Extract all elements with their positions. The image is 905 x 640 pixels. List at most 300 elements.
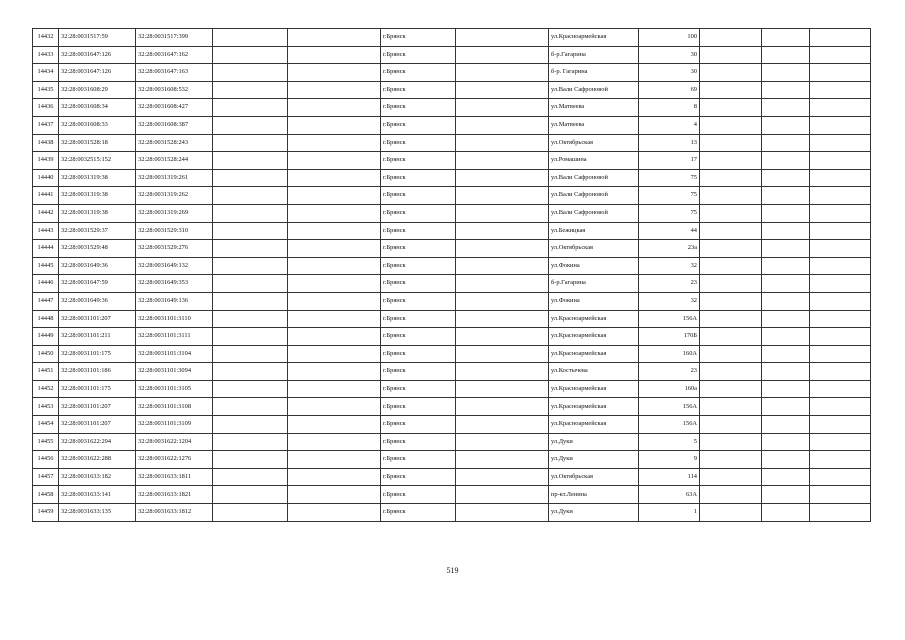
col-7-cell: [456, 468, 549, 486]
col-7-cell: [456, 398, 549, 416]
col-12-cell: [810, 275, 871, 293]
street-cell: б-р.Гагарина: [549, 46, 639, 64]
col-7-cell: [456, 380, 549, 398]
house-number-cell: 75: [639, 187, 700, 205]
col-12-cell: [810, 64, 871, 82]
city-cell: г.Брянск: [381, 169, 456, 187]
col-11-cell: [762, 187, 810, 205]
col-4-cell: [213, 504, 288, 522]
col-11-cell: [762, 152, 810, 170]
house-number-cell: 23а: [639, 240, 700, 258]
col-5-cell: [288, 398, 381, 416]
col-10-cell: [700, 46, 762, 64]
register-table-body: [33, 29, 871, 522]
table-row: [33, 398, 871, 416]
col-7-cell: [456, 81, 549, 99]
parcel-cadastral-number-cell: 32:28:0031319:38: [59, 169, 136, 187]
parcel-cadastral-number-cell: 32:28:0031608:34: [59, 99, 136, 117]
object-cadastral-number-cell: 32:28:0031608:427: [136, 99, 213, 117]
table-row: [33, 204, 871, 222]
col-11-cell: [762, 398, 810, 416]
col-7-cell: [456, 204, 549, 222]
city-cell: г.Брянск: [381, 451, 456, 469]
col-4-cell: [213, 398, 288, 416]
col-5-cell: [288, 468, 381, 486]
col-5-cell: [288, 240, 381, 258]
col-10-cell: [700, 169, 762, 187]
col-5-cell: [288, 310, 381, 328]
street-cell: б-р. Гагарина: [549, 64, 639, 82]
city-cell: г.Брянск: [381, 486, 456, 504]
house-number-cell: 44: [639, 222, 700, 240]
col-12-cell: [810, 240, 871, 258]
col-4-cell: [213, 257, 288, 275]
object-cadastral-number-cell: 32:28:0031647:163: [136, 64, 213, 82]
col-12-cell: [810, 363, 871, 381]
street-cell: ул.Вали Сафроновой: [549, 187, 639, 205]
street-cell: пр-кт.Ленина: [549, 486, 639, 504]
table-row: [33, 46, 871, 64]
col-4-cell: [213, 345, 288, 363]
house-number-cell: 30: [639, 64, 700, 82]
house-number-cell: 75: [639, 204, 700, 222]
col-5-cell: [288, 187, 381, 205]
city-cell: г.Брянск: [381, 46, 456, 64]
street-cell: ул.Красноармейская: [549, 310, 639, 328]
object-cadastral-number-cell: 32:28:0031517:399: [136, 29, 213, 47]
col-11-cell: [762, 416, 810, 434]
city-cell: г.Брянск: [381, 240, 456, 258]
parcel-cadastral-number-cell: 32:28:0031649:36: [59, 257, 136, 275]
col-12-cell: [810, 416, 871, 434]
row-number-cell: 14445: [33, 257, 59, 275]
row-number-cell: 14443: [33, 222, 59, 240]
col-11-cell: [762, 451, 810, 469]
col-10-cell: [700, 99, 762, 117]
row-number-cell: 14454: [33, 416, 59, 434]
col-12-cell: [810, 468, 871, 486]
col-5-cell: [288, 169, 381, 187]
col-11-cell: [762, 328, 810, 346]
col-12-cell: [810, 310, 871, 328]
col-10-cell: [700, 363, 762, 381]
house-number-cell: 156А: [639, 398, 700, 416]
row-number-cell: 14447: [33, 292, 59, 310]
col-4-cell: [213, 310, 288, 328]
street-cell: ул.Красноармейская: [549, 328, 639, 346]
street-cell: ул.Вали Сафроновой: [549, 169, 639, 187]
table-row: [33, 451, 871, 469]
row-number-cell: 14441: [33, 187, 59, 205]
object-cadastral-number-cell: 32:28:0031608:387: [136, 116, 213, 134]
col-10-cell: [700, 222, 762, 240]
col-11-cell: [762, 363, 810, 381]
col-7-cell: [456, 152, 549, 170]
parcel-cadastral-number-cell: 32:28:0031633:182: [59, 468, 136, 486]
object-cadastral-number-cell: 32:28:0031622:1204: [136, 433, 213, 451]
city-cell: г.Брянск: [381, 380, 456, 398]
table-row: [33, 328, 871, 346]
parcel-cadastral-number-cell: 32:28:0031622:288: [59, 451, 136, 469]
house-number-cell: 75: [639, 169, 700, 187]
col-7-cell: [456, 486, 549, 504]
street-cell: ул.Красноармейская: [549, 380, 639, 398]
object-cadastral-number-cell: 32:28:0031528:243: [136, 134, 213, 152]
col-11-cell: [762, 81, 810, 99]
row-number-cell: 14437: [33, 116, 59, 134]
col-5-cell: [288, 81, 381, 99]
object-cadastral-number-cell: 32:28:0031319:269: [136, 204, 213, 222]
col-11-cell: [762, 99, 810, 117]
col-10-cell: [700, 275, 762, 293]
city-cell: г.Брянск: [381, 416, 456, 434]
street-cell: ул.Матвеева: [549, 99, 639, 117]
col-7-cell: [456, 416, 549, 434]
city-cell: г.Брянск: [381, 134, 456, 152]
street-cell: ул.Костычева: [549, 363, 639, 381]
street-cell: ул.Красноармейская: [549, 416, 639, 434]
object-cadastral-number-cell: 32:28:0031649:353: [136, 275, 213, 293]
row-number-cell: 14434: [33, 64, 59, 82]
object-cadastral-number-cell: 32:28:0031101:3108: [136, 398, 213, 416]
col-4-cell: [213, 64, 288, 82]
col-4-cell: [213, 116, 288, 134]
house-number-cell: 13: [639, 134, 700, 152]
col-4-cell: [213, 240, 288, 258]
col-5-cell: [288, 292, 381, 310]
col-11-cell: [762, 134, 810, 152]
parcel-cadastral-number-cell: 32:28:0031101:207: [59, 398, 136, 416]
col-4-cell: [213, 486, 288, 504]
row-number-cell: 14448: [33, 310, 59, 328]
col-4-cell: [213, 29, 288, 47]
row-number-cell: 14453: [33, 398, 59, 416]
house-number-cell: 100: [639, 29, 700, 47]
object-cadastral-number-cell: 32:28:0031608:532: [136, 81, 213, 99]
col-12-cell: [810, 204, 871, 222]
col-11-cell: [762, 64, 810, 82]
row-number-cell: 14435: [33, 81, 59, 99]
street-cell: ул.Дуки: [549, 451, 639, 469]
house-number-cell: 156А: [639, 416, 700, 434]
col-12-cell: [810, 169, 871, 187]
col-11-cell: [762, 380, 810, 398]
table-row: [33, 486, 871, 504]
street-cell: ул.Вали Сафроновой: [549, 204, 639, 222]
street-cell: ул.Октябрьская: [549, 468, 639, 486]
parcel-cadastral-number-cell: 32:28:0031319:38: [59, 187, 136, 205]
col-5-cell: [288, 134, 381, 152]
col-12-cell: [810, 433, 871, 451]
table-row: [33, 380, 871, 398]
parcel-cadastral-number-cell: 32:28:0031101:175: [59, 345, 136, 363]
object-cadastral-number-cell: 32:28:0031319:262: [136, 187, 213, 205]
object-cadastral-number-cell: 32:28:0031529:276: [136, 240, 213, 258]
parcel-cadastral-number-cell: 32:28:0031647:126: [59, 46, 136, 64]
street-cell: ул.Вали Сафроновой: [549, 81, 639, 99]
col-4-cell: [213, 468, 288, 486]
col-7-cell: [456, 116, 549, 134]
col-10-cell: [700, 240, 762, 258]
row-number-cell: 14433: [33, 46, 59, 64]
parcel-cadastral-number-cell: 32:28:0031647:59: [59, 275, 136, 293]
col-4-cell: [213, 222, 288, 240]
parcel-cadastral-number-cell: 32:28:0031101:207: [59, 310, 136, 328]
street-cell: ул.Красноармейская: [549, 398, 639, 416]
house-number-cell: 17: [639, 152, 700, 170]
col-4-cell: [213, 451, 288, 469]
house-number-cell: 156А: [639, 310, 700, 328]
city-cell: г.Брянск: [381, 433, 456, 451]
col-5-cell: [288, 222, 381, 240]
col-7-cell: [456, 292, 549, 310]
parcel-cadastral-number-cell: 32:28:0031608:29: [59, 81, 136, 99]
object-cadastral-number-cell: 32:28:0031633:1821: [136, 486, 213, 504]
col-10-cell: [700, 187, 762, 205]
parcel-cadastral-number-cell: 32:28:0031101:175: [59, 380, 136, 398]
house-number-cell: 170Б: [639, 328, 700, 346]
table-row: [33, 187, 871, 205]
row-number-cell: 14459: [33, 504, 59, 522]
col-12-cell: [810, 380, 871, 398]
col-10-cell: [700, 152, 762, 170]
col-4-cell: [213, 46, 288, 64]
col-11-cell: [762, 257, 810, 275]
row-number-cell: 14458: [33, 486, 59, 504]
street-cell: ул.Ромашина: [549, 152, 639, 170]
col-10-cell: [700, 29, 762, 47]
table-row: [33, 257, 871, 275]
table-row: [33, 310, 871, 328]
col-5-cell: [288, 204, 381, 222]
col-7-cell: [456, 363, 549, 381]
row-number-cell: 14451: [33, 363, 59, 381]
row-number-cell: 14449: [33, 328, 59, 346]
row-number-cell: 14446: [33, 275, 59, 293]
col-4-cell: [213, 363, 288, 381]
col-7-cell: [456, 99, 549, 117]
col-4-cell: [213, 169, 288, 187]
city-cell: г.Брянск: [381, 187, 456, 205]
parcel-cadastral-number-cell: 32:28:0031101:207: [59, 416, 136, 434]
col-7-cell: [456, 328, 549, 346]
col-4-cell: [213, 416, 288, 434]
house-number-cell: 1: [639, 504, 700, 522]
city-cell: г.Брянск: [381, 81, 456, 99]
parcel-cadastral-number-cell: 32:28:0031528:18: [59, 134, 136, 152]
col-10-cell: [700, 433, 762, 451]
col-4-cell: [213, 204, 288, 222]
col-7-cell: [456, 433, 549, 451]
col-12-cell: [810, 451, 871, 469]
table-row: [33, 64, 871, 82]
col-11-cell: [762, 504, 810, 522]
col-10-cell: [700, 310, 762, 328]
table-row: [33, 363, 871, 381]
col-12-cell: [810, 398, 871, 416]
city-cell: г.Брянск: [381, 345, 456, 363]
object-cadastral-number-cell: 32:28:0031528:244: [136, 152, 213, 170]
col-11-cell: [762, 345, 810, 363]
street-cell: ул.Октябрьская: [549, 240, 639, 258]
col-10-cell: [700, 451, 762, 469]
object-cadastral-number-cell: 32:28:0031647:162: [136, 46, 213, 64]
col-7-cell: [456, 29, 549, 47]
col-5-cell: [288, 257, 381, 275]
col-12-cell: [810, 152, 871, 170]
object-cadastral-number-cell: 32:28:0031101:3104: [136, 345, 213, 363]
col-7-cell: [456, 257, 549, 275]
table-row: [33, 99, 871, 117]
object-cadastral-number-cell: 32:28:0031649:132: [136, 257, 213, 275]
city-cell: г.Брянск: [381, 275, 456, 293]
col-7-cell: [456, 134, 549, 152]
table-row: [33, 504, 871, 522]
col-5-cell: [288, 64, 381, 82]
table-row: [33, 292, 871, 310]
house-number-cell: 160а: [639, 380, 700, 398]
object-cadastral-number-cell: 32:28:0031633:1811: [136, 468, 213, 486]
table-row: [33, 81, 871, 99]
object-cadastral-number-cell: 32:28:0031101:3109: [136, 416, 213, 434]
col-4-cell: [213, 380, 288, 398]
object-cadastral-number-cell: 32:28:0031649:136: [136, 292, 213, 310]
object-cadastral-number-cell: 32:28:0031101:3110: [136, 310, 213, 328]
col-5-cell: [288, 345, 381, 363]
col-5-cell: [288, 116, 381, 134]
table-row: [33, 468, 871, 486]
object-cadastral-number-cell: 32:28:0031633:1812: [136, 504, 213, 522]
col-11-cell: [762, 433, 810, 451]
city-cell: г.Брянск: [381, 29, 456, 47]
row-number-cell: 14432: [33, 29, 59, 47]
table-row: [33, 152, 871, 170]
col-11-cell: [762, 46, 810, 64]
col-7-cell: [456, 64, 549, 82]
parcel-cadastral-number-cell: 32:28:0031622:294: [59, 433, 136, 451]
table-row: [33, 134, 871, 152]
col-10-cell: [700, 116, 762, 134]
table-row: [33, 416, 871, 434]
parcel-cadastral-number-cell: 32:28:0031647:126: [59, 64, 136, 82]
object-cadastral-number-cell: 32:28:0031529:310: [136, 222, 213, 240]
col-10-cell: [700, 328, 762, 346]
city-cell: г.Брянск: [381, 99, 456, 117]
col-4-cell: [213, 187, 288, 205]
house-number-cell: 5: [639, 433, 700, 451]
col-7-cell: [456, 169, 549, 187]
col-10-cell: [700, 64, 762, 82]
col-11-cell: [762, 204, 810, 222]
city-cell: г.Брянск: [381, 398, 456, 416]
object-cadastral-number-cell: 32:28:0031101:3105: [136, 380, 213, 398]
street-cell: б-р.Гагарина: [549, 275, 639, 293]
row-number-cell: 14436: [33, 99, 59, 117]
col-11-cell: [762, 292, 810, 310]
street-cell: ул.Матвеева: [549, 116, 639, 134]
table-row: [33, 116, 871, 134]
col-5-cell: [288, 416, 381, 434]
col-7-cell: [456, 345, 549, 363]
parcel-cadastral-number-cell: 32:28:0031608:33: [59, 116, 136, 134]
col-5-cell: [288, 99, 381, 117]
house-number-cell: 114: [639, 468, 700, 486]
object-cadastral-number-cell: 32:28:0031319:261: [136, 169, 213, 187]
col-12-cell: [810, 29, 871, 47]
parcel-cadastral-number-cell: 32:28:0031633:135: [59, 504, 136, 522]
col-11-cell: [762, 240, 810, 258]
col-12-cell: [810, 486, 871, 504]
city-cell: г.Брянск: [381, 310, 456, 328]
col-11-cell: [762, 169, 810, 187]
house-number-cell: 160А: [639, 345, 700, 363]
col-5-cell: [288, 380, 381, 398]
parcel-cadastral-number-cell: 32:28:0031101:211: [59, 328, 136, 346]
col-11-cell: [762, 468, 810, 486]
col-10-cell: [700, 292, 762, 310]
parcel-cadastral-number-cell: 32:28:0031517:59: [59, 29, 136, 47]
house-number-cell: 23: [639, 275, 700, 293]
row-number-cell: 14456: [33, 451, 59, 469]
parcel-cadastral-number-cell: 32:28:0031319:38: [59, 204, 136, 222]
col-7-cell: [456, 451, 549, 469]
row-number-cell: 14444: [33, 240, 59, 258]
city-cell: г.Брянск: [381, 328, 456, 346]
col-11-cell: [762, 275, 810, 293]
col-5-cell: [288, 29, 381, 47]
city-cell: г.Брянск: [381, 116, 456, 134]
col-5-cell: [288, 363, 381, 381]
col-12-cell: [810, 328, 871, 346]
col-4-cell: [213, 81, 288, 99]
table-row: [33, 240, 871, 258]
table-row: [33, 222, 871, 240]
col-10-cell: [700, 134, 762, 152]
city-cell: г.Брянск: [381, 152, 456, 170]
row-number-cell: 14450: [33, 345, 59, 363]
table-row: [33, 433, 871, 451]
house-number-cell: 30: [639, 46, 700, 64]
parcel-cadastral-number-cell: 32:28:0031529:37: [59, 222, 136, 240]
col-12-cell: [810, 345, 871, 363]
parcel-cadastral-number-cell: 32:28:0031633:141: [59, 486, 136, 504]
city-cell: г.Брянск: [381, 204, 456, 222]
street-cell: ул.Фокина: [549, 292, 639, 310]
city-cell: г.Брянск: [381, 504, 456, 522]
col-4-cell: [213, 328, 288, 346]
parcel-cadastral-number-cell: 32:28:0031529:48: [59, 240, 136, 258]
col-10-cell: [700, 81, 762, 99]
street-cell: ул.Октябрьская: [549, 134, 639, 152]
col-10-cell: [700, 504, 762, 522]
table-row: [33, 275, 871, 293]
street-cell: ул.Дуки: [549, 504, 639, 522]
col-5-cell: [288, 152, 381, 170]
col-7-cell: [456, 187, 549, 205]
house-number-cell: 4: [639, 116, 700, 134]
col-5-cell: [288, 486, 381, 504]
street-cell: ул.Фокина: [549, 257, 639, 275]
col-12-cell: [810, 99, 871, 117]
city-cell: г.Брянск: [381, 257, 456, 275]
col-7-cell: [456, 275, 549, 293]
col-11-cell: [762, 222, 810, 240]
col-10-cell: [700, 345, 762, 363]
col-12-cell: [810, 46, 871, 64]
col-5-cell: [288, 275, 381, 293]
object-cadastral-number-cell: 32:28:0031622:1276: [136, 451, 213, 469]
col-12-cell: [810, 292, 871, 310]
